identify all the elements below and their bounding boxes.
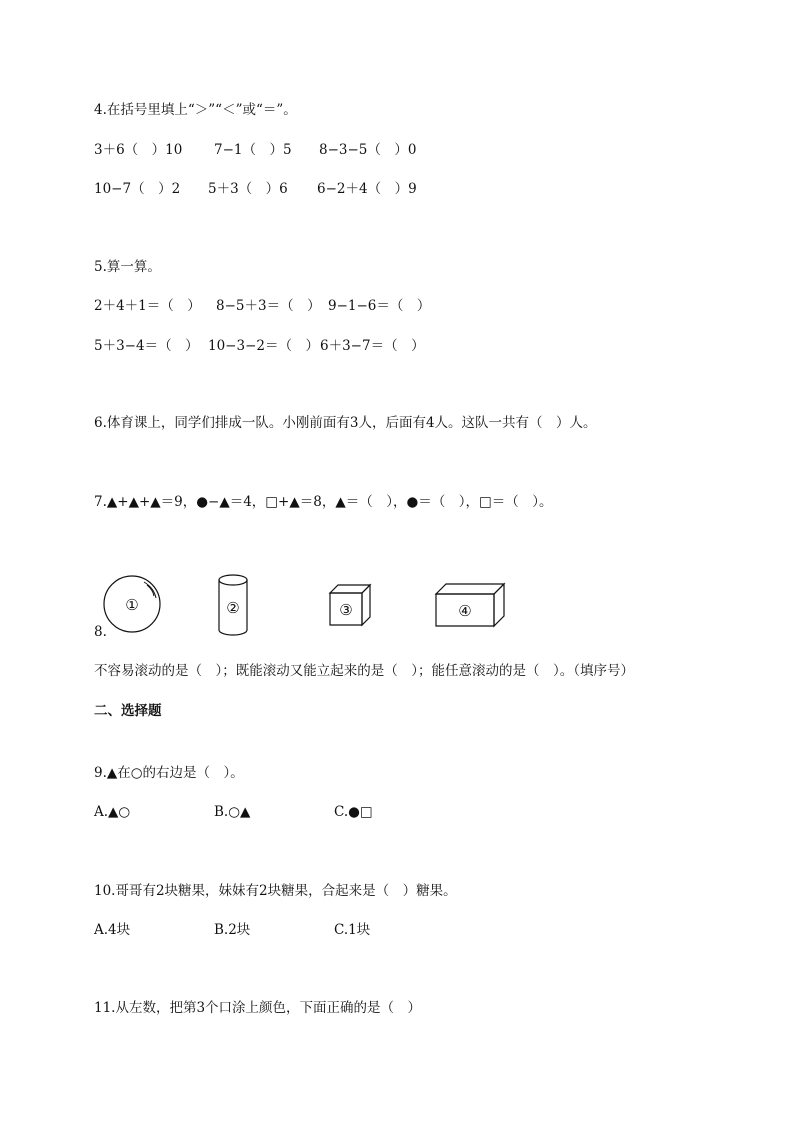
- q5-item: 8−5＋3＝（ ）: [216, 298, 321, 314]
- shape-label-4: ④: [458, 602, 472, 620]
- q4-item: 8−3−5（ ）0: [319, 142, 417, 158]
- q5-item: 2＋4＋1＝（ ）: [94, 298, 201, 314]
- q8-number: 8.: [94, 624, 107, 640]
- q5-item: 6＋3−7＝（ ）: [320, 338, 425, 354]
- q5-row-2: [94, 337, 425, 355]
- q4-row-2: [94, 180, 417, 198]
- q5-item: 10−3−2＝（ ）: [208, 338, 319, 354]
- q6-text: 6.体育课上，同学们排成一队。小刚前面有3人，后面有4人。这队一共有（ ）人。: [94, 415, 597, 431]
- option-a: A.▲○: [94, 804, 131, 820]
- q5-row-1: [94, 297, 430, 315]
- section-title: 二、选择题: [94, 703, 162, 719]
- shape-label-1: ①: [125, 596, 139, 614]
- cylinder-icon: [214, 572, 254, 638]
- q10-text: 10.哥哥有2块糖果，妹妹有2块糖果，合起来是（ ）糖果。: [94, 883, 457, 899]
- q4-item: 7−1（ ）5: [214, 142, 292, 158]
- q4-item: 10−7（ ）2: [94, 181, 181, 197]
- q10-options: [94, 921, 370, 939]
- q8-text: 不容易滚动的是（ ）；既能滚动又能立起来的是（ ）；能任意滚动的是（ ）。（填序号）: [94, 663, 634, 679]
- q5-item: 5＋3−4＝（ ）: [94, 338, 199, 354]
- sphere-icon: [100, 572, 166, 634]
- q5-title: 5.算一算。: [94, 259, 161, 275]
- cuboid-icon: [434, 582, 506, 628]
- option-c: C.●□: [334, 804, 373, 820]
- q4-item: 5＋3（ ）6: [208, 181, 288, 197]
- q9-options: [94, 803, 373, 821]
- q7-text: 7.▲+▲+▲＝9，●−▲＝4，□+▲＝8，▲＝（ ），●＝（ ），□＝（ ）。: [94, 494, 553, 510]
- option-c: C.1块: [334, 922, 371, 938]
- q11-text: 11.从左数，把第3个口涂上颜色，下面正确的是（ ）: [94, 1000, 422, 1016]
- q4-item: 6−2＋4（ ）9: [317, 181, 417, 197]
- option-b: B.○▲: [214, 804, 251, 820]
- option-a: A.4块: [94, 922, 131, 938]
- shape-label-2: ②: [226, 599, 240, 617]
- q4-title: 4.在括号里填上“＞”“＜”或“＝”。: [94, 102, 297, 118]
- q5-item: 9−1−6＝（ ）: [328, 298, 431, 314]
- q9-text: 9.▲在○的右边是（ ）。: [94, 765, 244, 781]
- q4-item: 3＋6（ ）10: [94, 142, 183, 158]
- option-b: B.2块: [214, 922, 251, 938]
- shape-label-3: ③: [339, 601, 353, 619]
- cube-icon: [328, 583, 374, 627]
- q4-row-1: [94, 141, 416, 159]
